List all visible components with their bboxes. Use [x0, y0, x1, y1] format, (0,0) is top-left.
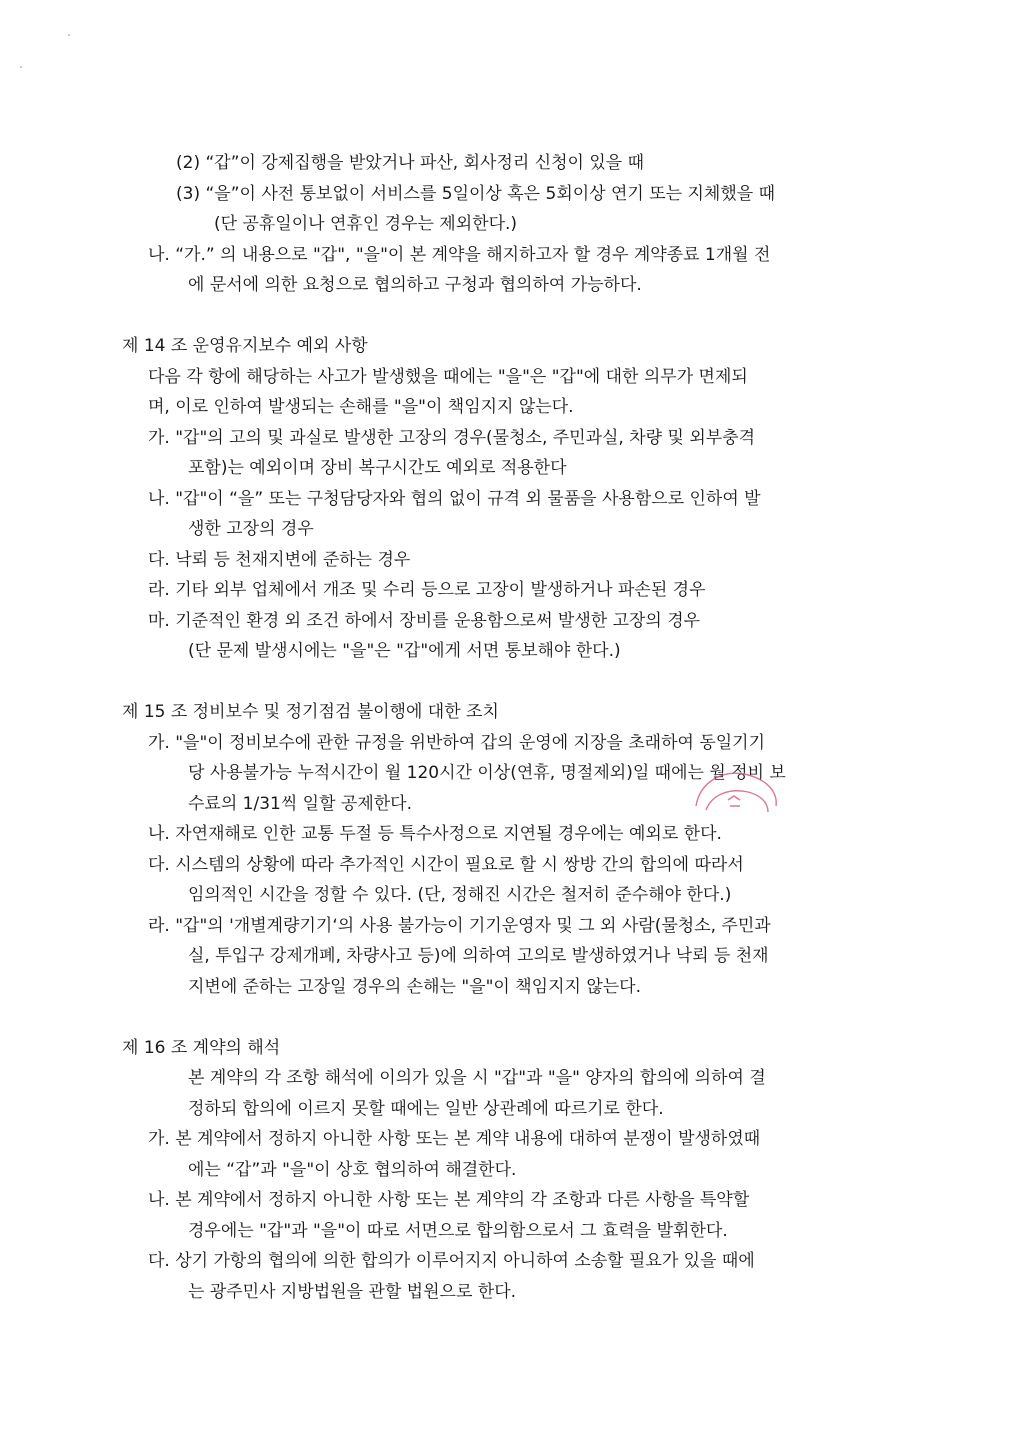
clause-continuation: 임의적인 시간을 정할 수 있다. (단, 정해진 시간은 철저히 준수해야 한다.): [188, 885, 732, 905]
article-body: 본 계약의 각 조항 해석에 이의가 있을 시 "갑"과 "을" 양자의 합의에 의하여 결: [188, 1068, 766, 1088]
clause-continuation: 실, 투입구 강제개폐, 차량사고 등)에 의하여 고의로 발생하였거나 낙뢰 등 천재: [188, 946, 769, 966]
clause-continuation: 에는 “갑”과 "을"이 상호 협의하여 해결한다.: [188, 1160, 517, 1180]
clause-item: 나. “가.” 의 내용으로 "갑", "을"이 본 계약을 해지하고자 할 경우 계약종료 1개월 전: [148, 245, 771, 265]
seal-stamp-mark: [728, 796, 740, 806]
article-heading: 제 16 조 계약의 해석: [122, 1038, 281, 1058]
article-body: 다음 각 항에 해당하는 사고가 발생했을 때에는 "을"은 "갑"에 대한 의무가 면제되: [148, 367, 748, 387]
clause-continuation: 수료의 1/31씩 일할 공제한다.: [188, 794, 413, 814]
clause-item: 마. 기준적인 환경 외 조건 하에서 장비를 운용함으로써 발생한 고장의 경우: [148, 611, 701, 631]
seal-stamp-arc: [706, 791, 768, 812]
clause-item: 가. "을"이 정비보수에 관한 규정을 위반하여 갑의 운영에 지장을 초래하여 동일기기: [148, 733, 766, 753]
clause-continuation: 당 사용불가능 누적시간이 월 120시간 이상(연휴, 명절제외)일 때에는 월 정비 보: [188, 763, 786, 783]
clause-item: 다. 낙뢰 등 천재지변에 준하는 경우: [148, 550, 411, 570]
clause-item: 다. 상기 가항의 협의에 의한 합의가 이루어지지 아니하여 소송할 필요가 있을 때에: [148, 1251, 755, 1271]
clause-continuation: 포함)는 예외이며 장비 복구시간도 예외로 적용한다: [188, 458, 567, 478]
clause-item: 나. 본 계약에서 정하지 아니한 사항 또는 본 계약의 각 조항과 다른 사항을 특약할: [148, 1190, 750, 1210]
article-body: 며, 이로 인하여 발생되는 손해를 "을"이 책임지지 않는다.: [148, 397, 574, 417]
clause-continuation: (단 공휴일이나 연휴인 경우는 제외한다.): [214, 214, 518, 234]
clause-item: 라. "갑"의 '개별계량기기‘의 사용 불가능이 기기운영자 및 그 외 사람(물청소, 주민과: [148, 916, 771, 936]
clause-continuation: (단 문제 발생시에는 "을"은 "갑"에게 서면 통보해야 한다.): [188, 641, 621, 661]
clause-item: (3) “을”이 사전 통보없이 서비스를 5일이상 혹은 5회이상 연기 또는 지체했을 때: [176, 184, 776, 204]
clause-item: 나. "갑"이 “을” 또는 구청담당자와 협의 없이 규격 외 물품을 사용함으로 인하여 발: [148, 489, 761, 509]
clause-item: 라. 기타 외부 업체에서 개조 및 수리 등으로 고장이 발생하거나 파손된 경우: [148, 580, 706, 600]
article-body: 정하되 합의에 이르지 못할 때에는 일반 상관례에 따르기로 한다.: [188, 1099, 664, 1119]
clause-item: 가. "갑"의 고의 및 과실로 발생한 고장의 경우(물청소, 주민과실, 차량 및 외부충격: [148, 428, 756, 448]
scan-speck: [68, 34, 70, 36]
clause-continuation: 지변에 준하는 고장일 경우의 손해는 "을"이 책임지지 않는다.: [188, 977, 641, 997]
clause-item: 가. 본 계약에서 정하지 아니한 사항 또는 본 계약 내용에 대하여 분쟁이 발생하였때: [148, 1129, 761, 1149]
scan-speck: [20, 66, 22, 68]
clause-item: (2) “갑”이 강제집행을 받았거나 파산, 회사정리 신청이 있을 때: [176, 153, 645, 173]
clause-item: 다. 시스템의 상황에 따라 추가적인 시간이 필요로 할 시 쌍방 간의 합의에 따라서: [148, 855, 744, 875]
clause-continuation: 는 광주민사 지방법원을 관할 법원으로 한다.: [188, 1282, 517, 1302]
article-heading: 제 14 조 운영유지보수 예외 사항: [122, 336, 368, 356]
clause-continuation: 생한 고장의 경우: [188, 519, 314, 539]
article-heading: 제 15 조 정비보수 및 정기점검 불이행에 대한 조치: [122, 702, 499, 722]
clause-continuation: 경우에는 "갑"과 "을"이 따로 서면으로 합의함으로서 그 효력을 발휘한다.: [188, 1221, 728, 1241]
clause-item: 나. 자연재해로 인한 교통 두절 등 특수사정으로 지연될 경우에는 예외로 한다.: [148, 824, 722, 844]
clause-continuation: 에 문서에 의한 요청으로 협의하고 구청과 협의하여 가능하다.: [188, 275, 642, 295]
